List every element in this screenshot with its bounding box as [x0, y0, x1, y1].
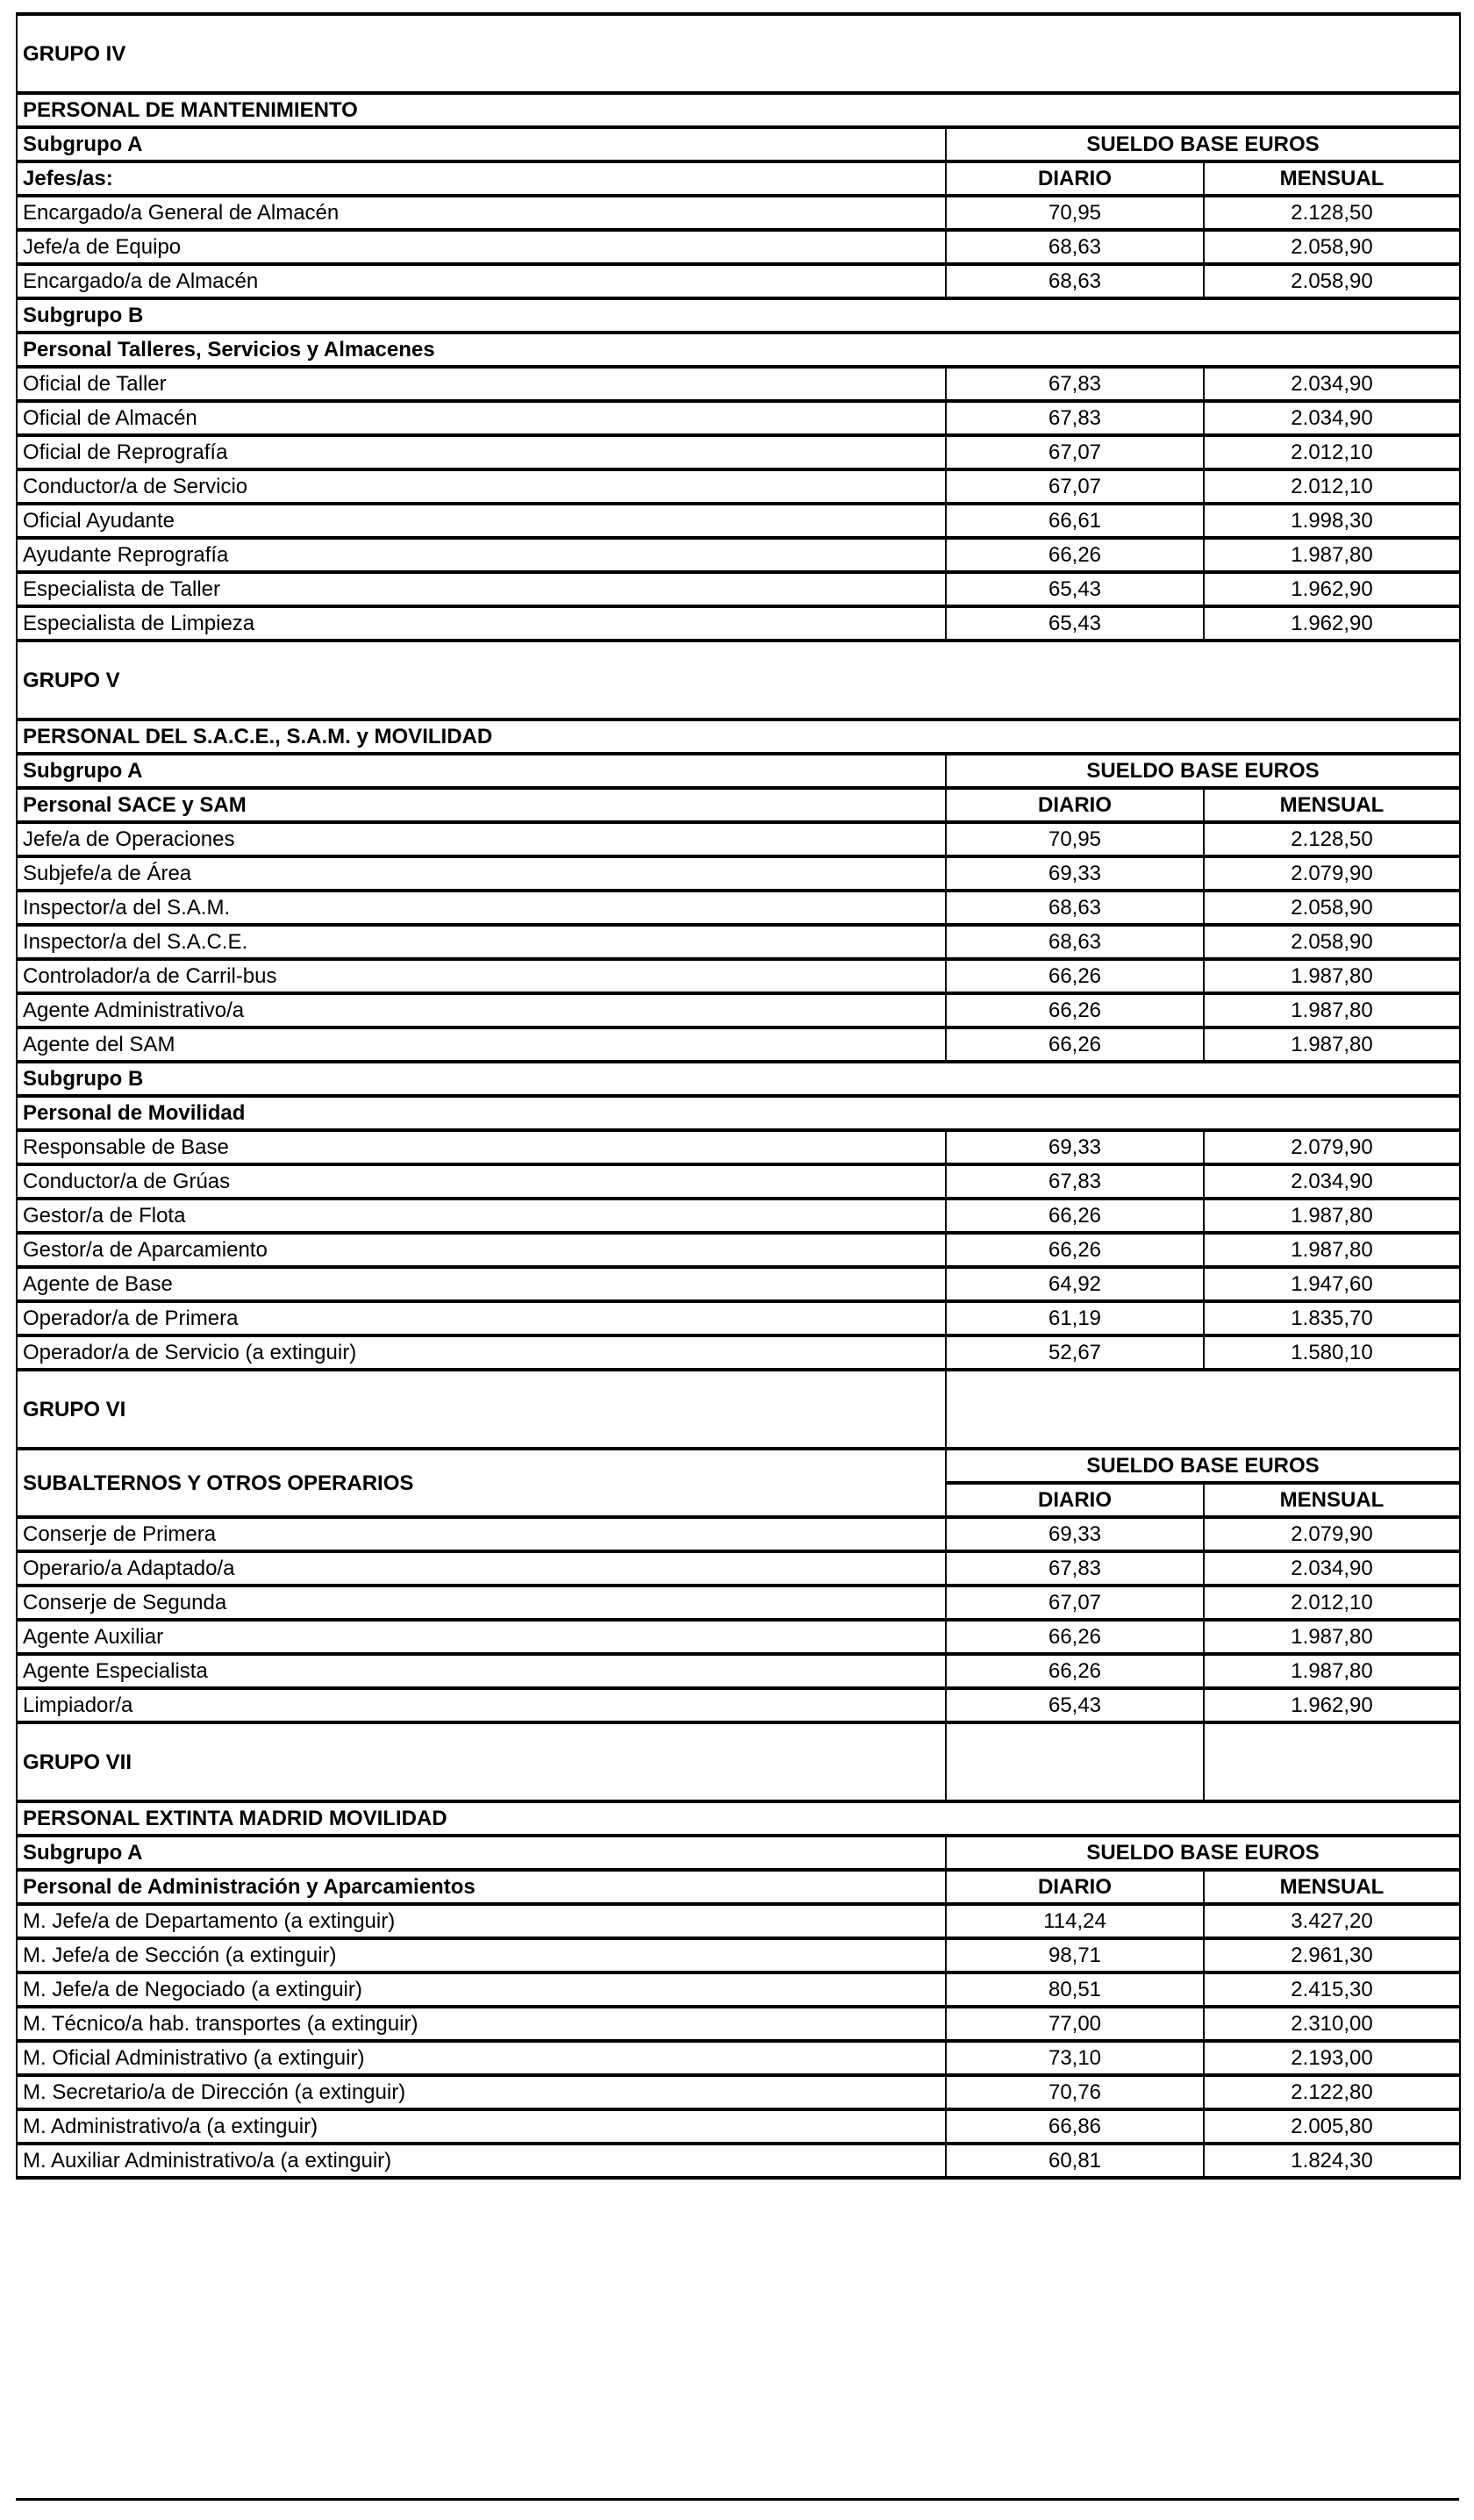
mensual-value: 2.128,50 — [1204, 822, 1460, 856]
mensual-header: MENSUAL — [1204, 788, 1460, 822]
empty-cell — [1204, 1722, 1460, 1801]
subgroup-header-row — [17, 1836, 1460, 1870]
group-title: GRUPO IV — [17, 14, 1460, 93]
diario-value: 67,07 — [946, 1586, 1204, 1620]
diario-value: 77,00 — [946, 2007, 1204, 2041]
diario-value: 68,63 — [946, 925, 1204, 959]
mensual-value: 1.580,10 — [1204, 1335, 1460, 1370]
mensual-value: 2.961,30 — [1204, 1938, 1460, 1972]
job-title: M. Técnico/a hab. transportes (a extinguir) — [17, 2007, 946, 2041]
table-row — [17, 1620, 1460, 1654]
table-row — [17, 2144, 1460, 2178]
category-title: Jefes/as: — [17, 161, 946, 196]
mensual-value: 1.962,90 — [1204, 1688, 1460, 1722]
section-title-row — [17, 1801, 1460, 1836]
mensual-value: 2.058,90 — [1204, 230, 1460, 264]
diario-value: 67,07 — [946, 435, 1204, 469]
column-header-row — [17, 161, 1460, 196]
diario-value: 67,83 — [946, 367, 1204, 401]
table-row — [17, 856, 1460, 891]
job-title: M. Jefe/a de Negociado (a extinguir) — [17, 1972, 946, 2007]
table-row — [17, 891, 1460, 925]
diario-value: 67,83 — [946, 401, 1204, 435]
diario-value: 66,26 — [946, 993, 1204, 1027]
table-row — [17, 1517, 1460, 1551]
section-title-row — [17, 298, 1460, 333]
mensual-value: 1.987,80 — [1204, 1027, 1460, 1062]
job-title: Inspector/a del S.A.M. — [17, 891, 946, 925]
mensual-value: 1.987,80 — [1204, 959, 1460, 993]
diario-value: 66,86 — [946, 2109, 1204, 2144]
mensual-value: 1.987,80 — [1204, 1199, 1460, 1233]
job-title: Encargado/a General de Almacén — [17, 196, 946, 230]
job-title: M. Oficial Administrativo (a extinguir) — [17, 2041, 946, 2075]
table-row — [17, 1904, 1460, 1938]
group-title: GRUPO VII — [17, 1722, 946, 1801]
job-title: Especialista de Limpieza — [17, 606, 946, 641]
mensual-value: 2.012,10 — [1204, 435, 1460, 469]
section-title: PERSONAL EXTINTA MADRID MOVILIDAD — [17, 1801, 1460, 1836]
diario-value: 66,26 — [946, 959, 1204, 993]
table-row — [17, 196, 1460, 230]
job-title: Ayudante Reprografía — [17, 538, 946, 572]
table-row — [17, 1199, 1460, 1233]
job-title: Agente Especialista — [17, 1654, 946, 1688]
mensual-value: 1.962,90 — [1204, 572, 1460, 606]
diario-header: DIARIO — [946, 1483, 1204, 1517]
section-title: PERSONAL DE MANTENIMIENTO — [17, 93, 1460, 127]
job-title: Oficial de Almacén — [17, 401, 946, 435]
table-row — [17, 1654, 1460, 1688]
table-row — [17, 1551, 1460, 1586]
mensual-header: MENSUAL — [1204, 1483, 1460, 1517]
table-row — [17, 1301, 1460, 1335]
diario-value: 98,71 — [946, 1938, 1204, 1972]
table-row — [17, 230, 1460, 264]
table-row — [17, 1586, 1460, 1620]
table-row — [17, 435, 1460, 469]
section-title-row — [17, 333, 1460, 367]
mensual-value: 1.987,80 — [1204, 1620, 1460, 1654]
table-row — [17, 1233, 1460, 1267]
job-title: Inspector/a del S.A.C.E. — [17, 925, 946, 959]
job-title: Gestor/a de Aparcamiento — [17, 1233, 946, 1267]
mensual-header: MENSUAL — [1204, 1870, 1460, 1904]
diario-value: 64,92 — [946, 1267, 1204, 1301]
job-title: Conserje de Segunda — [17, 1586, 946, 1620]
group-row — [17, 641, 1460, 719]
diario-value: 66,26 — [946, 1654, 1204, 1688]
job-title: M. Jefe/a de Departamento (a extinguir) — [17, 1904, 946, 1938]
table-row — [17, 1335, 1460, 1370]
diario-value: 66,26 — [946, 1199, 1204, 1233]
diario-value: 68,63 — [946, 264, 1204, 298]
mensual-value: 1.998,30 — [1204, 504, 1460, 538]
column-header-row — [17, 1870, 1460, 1904]
category-title: SUBALTERNOS Y OTROS OPERARIOS — [17, 1449, 946, 1517]
diario-value: 60,81 — [946, 2144, 1204, 2178]
diario-value: 61,19 — [946, 1301, 1204, 1335]
job-title: Conductor/a de Grúas — [17, 1164, 946, 1199]
diario-value: 67,83 — [946, 1551, 1204, 1586]
sueldo-base-header: SUELDO BASE EUROS — [946, 127, 1460, 161]
job-title: Responsable de Base — [17, 1130, 946, 1164]
empty-cell — [946, 1370, 1460, 1449]
subgroup-header-row — [17, 127, 1460, 161]
sueldo-base-header: SUELDO BASE EUROS — [946, 754, 1460, 788]
job-title: Oficial Ayudante — [17, 504, 946, 538]
diario-value: 66,26 — [946, 1233, 1204, 1267]
mensual-value: 2.079,90 — [1204, 1517, 1460, 1551]
mensual-value: 2.058,90 — [1204, 925, 1460, 959]
diario-value: 65,43 — [946, 1688, 1204, 1722]
category-title: Personal SACE y SAM — [17, 788, 946, 822]
table-row — [17, 1938, 1460, 1972]
column-header-row — [17, 788, 1460, 822]
diario-value: 65,43 — [946, 572, 1204, 606]
group-title: GRUPO VI — [17, 1370, 946, 1449]
diario-value: 69,33 — [946, 1130, 1204, 1164]
job-title: Controlador/a de Carril-bus — [17, 959, 946, 993]
mensual-value: 2.079,90 — [1204, 1130, 1460, 1164]
diario-value: 68,63 — [946, 230, 1204, 264]
table-row — [17, 572, 1460, 606]
mensual-value: 2.005,80 — [1204, 2109, 1460, 2144]
subgroup-title: Subgrupo A — [17, 754, 946, 788]
diario-header: DIARIO — [946, 788, 1204, 822]
section-title-row — [17, 1096, 1460, 1130]
table-row — [17, 1688, 1460, 1722]
group-title: GRUPO V — [17, 641, 1460, 719]
subgroup-title: Subgrupo A — [17, 1836, 946, 1870]
page-bottom-rule — [16, 2498, 1459, 2501]
job-title: Gestor/a de Flota — [17, 1199, 946, 1233]
table-row — [17, 925, 1460, 959]
job-title: Encargado/a de Almacén — [17, 264, 946, 298]
table-row — [17, 401, 1460, 435]
job-title: Subjefe/a de Área — [17, 856, 946, 891]
subgroup-title: Subgrupo A — [17, 127, 946, 161]
mensual-value: 1.947,60 — [1204, 1267, 1460, 1301]
mensual-value: 2.034,90 — [1204, 367, 1460, 401]
salary-table — [16, 12, 1461, 2180]
table-row — [17, 2109, 1460, 2144]
table-row — [17, 264, 1460, 298]
table-row — [17, 504, 1460, 538]
subgroup-header-row — [17, 754, 1460, 788]
table-row — [17, 1164, 1460, 1199]
job-title: Agente de Base — [17, 1267, 946, 1301]
table-row — [17, 1130, 1460, 1164]
mensual-value: 1.987,80 — [1204, 1233, 1460, 1267]
diario-header: DIARIO — [946, 1870, 1204, 1904]
section-title-row — [17, 1062, 1460, 1096]
mensual-value: 1.987,80 — [1204, 1654, 1460, 1688]
diario-value: 70,95 — [946, 822, 1204, 856]
diario-header: DIARIO — [946, 161, 1204, 196]
mensual-value: 2.058,90 — [1204, 891, 1460, 925]
diario-value: 67,07 — [946, 469, 1204, 504]
diario-value: 73,10 — [946, 2041, 1204, 2075]
job-title: Agente Auxiliar — [17, 1620, 946, 1654]
diario-value: 80,51 — [946, 1972, 1204, 2007]
job-title: M. Auxiliar Administrativo/a (a extinguir) — [17, 2144, 946, 2178]
group-row — [17, 14, 1460, 93]
section-title: PERSONAL DEL S.A.C.E., S.A.M. y MOVILIDAD — [17, 719, 1460, 754]
table-row — [17, 822, 1460, 856]
diario-value: 65,43 — [946, 606, 1204, 641]
mensual-value: 1.962,90 — [1204, 606, 1460, 641]
mensual-value: 1.987,80 — [1204, 993, 1460, 1027]
mensual-value: 2.012,10 — [1204, 1586, 1460, 1620]
group-row — [17, 1722, 1460, 1801]
mensual-value: 2.079,90 — [1204, 856, 1460, 891]
table-row — [17, 1267, 1460, 1301]
mensual-value: 2.058,90 — [1204, 264, 1460, 298]
table-row — [17, 606, 1460, 641]
table-row — [17, 469, 1460, 504]
diario-value: 69,33 — [946, 1517, 1204, 1551]
diario-value: 68,63 — [946, 891, 1204, 925]
table-row — [17, 959, 1460, 993]
mensual-value: 2.122,80 — [1204, 2075, 1460, 2109]
table-row — [17, 2007, 1460, 2041]
diario-value: 66,26 — [946, 1027, 1204, 1062]
job-title: Oficial de Taller — [17, 367, 946, 401]
diario-value: 114,24 — [946, 1904, 1204, 1938]
job-title: M. Administrativo/a (a extinguir) — [17, 2109, 946, 2144]
job-title: M. Jefe/a de Sección (a extinguir) — [17, 1938, 946, 1972]
mensual-value: 2.193,00 — [1204, 2041, 1460, 2075]
job-title: M. Secretario/a de Dirección (a extinguir) — [17, 2075, 946, 2109]
job-title: Jefe/a de Equipo — [17, 230, 946, 264]
job-title: Operador/a de Primera — [17, 1301, 946, 1335]
diario-value: 70,76 — [946, 2075, 1204, 2109]
job-title: Conserje de Primera — [17, 1517, 946, 1551]
job-title: Especialista de Taller — [17, 572, 946, 606]
section-title: Subgrupo B — [17, 298, 1460, 333]
job-title: Operario/a Adaptado/a — [17, 1551, 946, 1586]
mensual-value: 1.835,70 — [1204, 1301, 1460, 1335]
diario-value: 70,95 — [946, 196, 1204, 230]
group-row — [17, 1370, 1460, 1449]
job-title: Operador/a de Servicio (a extinguir) — [17, 1335, 946, 1370]
section-title: Personal de Movilidad — [17, 1096, 1460, 1130]
diario-value: 66,61 — [946, 504, 1204, 538]
table-row — [17, 2075, 1460, 2109]
mensual-value: 1.824,30 — [1204, 2144, 1460, 2178]
column-header-row — [17, 1449, 1460, 1483]
table-row — [17, 993, 1460, 1027]
table-row — [17, 1027, 1460, 1062]
section-title-row — [17, 93, 1460, 127]
mensual-value: 2.034,90 — [1204, 1164, 1460, 1199]
mensual-value: 3.427,20 — [1204, 1904, 1460, 1938]
table-row — [17, 538, 1460, 572]
diario-value: 66,26 — [946, 538, 1204, 572]
section-title: Personal Talleres, Servicios y Almacenes — [17, 333, 1460, 367]
mensual-value: 2.012,10 — [1204, 469, 1460, 504]
category-title: Personal de Administración y Aparcamientos — [17, 1870, 946, 1904]
job-title: Limpiador/a — [17, 1688, 946, 1722]
table-row — [17, 1972, 1460, 2007]
empty-cell — [946, 1722, 1204, 1801]
table-row — [17, 367, 1460, 401]
mensual-value: 2.415,30 — [1204, 1972, 1460, 2007]
job-title: Agente del SAM — [17, 1027, 946, 1062]
diario-value: 67,83 — [946, 1164, 1204, 1199]
sueldo-base-header: SUELDO BASE EUROS — [946, 1836, 1460, 1870]
job-title: Jefe/a de Operaciones — [17, 822, 946, 856]
mensual-value: 2.034,90 — [1204, 1551, 1460, 1586]
mensual-value: 2.128,50 — [1204, 196, 1460, 230]
table-row — [17, 2041, 1460, 2075]
job-title: Oficial de Reprografía — [17, 435, 946, 469]
mensual-header: MENSUAL — [1204, 161, 1460, 196]
section-title: Subgrupo B — [17, 1062, 1460, 1096]
section-title-row — [17, 719, 1460, 754]
sueldo-base-header: SUELDO BASE EUROS — [946, 1449, 1460, 1483]
mensual-value: 2.034,90 — [1204, 401, 1460, 435]
diario-value: 66,26 — [946, 1620, 1204, 1654]
diario-value: 69,33 — [946, 856, 1204, 891]
diario-value: 52,67 — [946, 1335, 1204, 1370]
job-title: Agente Administrativo/a — [17, 993, 946, 1027]
mensual-value: 2.310,00 — [1204, 2007, 1460, 2041]
job-title: Conductor/a de Servicio — [17, 469, 946, 504]
mensual-value: 1.987,80 — [1204, 538, 1460, 572]
